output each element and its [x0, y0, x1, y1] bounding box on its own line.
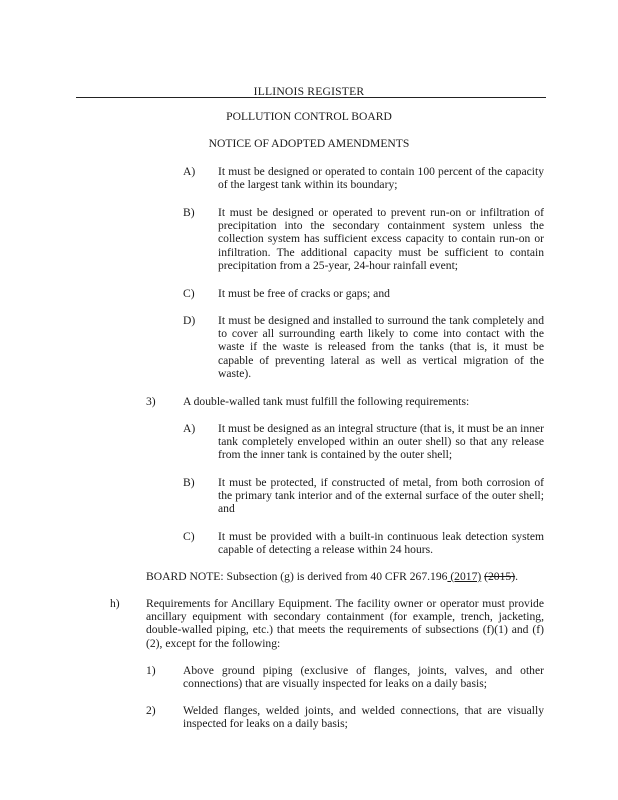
notice-title: NOTICE OF ADOPTED AMENDMENTS	[208, 137, 410, 150]
list3-text-1: Above ground piping (exclusive of flanges, joints, valves, and other connections) that are visually inspected for leaks on a daily basis;	[183, 664, 544, 691]
list1-label-c: C)	[183, 287, 195, 300]
board-note-prefix: BOARD NOTE: Subsection (g) is derived from 40 CFR 267.196	[146, 570, 448, 583]
list1-text-a: It must be designed or operated to contain 100 percent of the capacity of the largest tank within its boundary;	[218, 165, 544, 192]
board-note-deleted: (2015)	[484, 570, 516, 583]
list2-text-a: It must be designed as an integral structure (that is, it must be an inner tank completely enveloped within an outer shell) so that any release from the inner tank is contained by the outer shell;	[218, 422, 544, 462]
list1-label-a: A)	[183, 165, 196, 178]
list2-text-c: It must be provided with a built-in continuous leak detection system capable of detecting a release within 24 hours.	[218, 530, 544, 557]
list1-text-d: It must be designed and installed to surround the tank completely and to cover all surrounding earth likely to come into contact with the waste if the waste is released from the tanks (that is, it must be capable of preventing lateral as well as vertical migration of the waste).	[218, 314, 544, 380]
list2-label-b: B)	[183, 476, 195, 489]
board-note-inserted: (2017)	[447, 570, 482, 583]
header-rule	[76, 97, 546, 98]
board-note	[146, 570, 546, 583]
register-title: ILLINOIS REGISTER	[253, 85, 365, 98]
list2-text-b: It must be protected, if constructed of metal, from both corrosion of the primary tank interior and of the external surface of the outer shell; and	[218, 476, 544, 516]
list3-text-2: Welded flanges, welded joints, and welded connections, that are visually inspected for leaks on a daily basis;	[183, 704, 544, 731]
list3-label-2: 2)	[146, 704, 156, 717]
item3-text: A double-walled tank must fulfill the following requirements:	[183, 395, 470, 408]
list1-text-b: It must be designed or operated to prevent run-on or infiltration of precipitation into the secondary containment system unless the collection system has sufficient excess capacity to contain run-on or infiltration. The additional capacity must be sufficient to contain precipitation from a 25-year, 24-hour rainfall event;	[218, 206, 544, 272]
list2-label-c: C)	[183, 530, 195, 543]
list1-label-d: D)	[183, 314, 196, 327]
list2-label-a: A)	[183, 422, 196, 435]
board-note-suffix: .	[515, 570, 518, 583]
section-h-text: Requirements for Ancillary Equipment. The facility owner or operator must provide ancillary equipment with secondary containment (for example, trench, jacketing, double-walled piping, etc.) that meets the requirements of subsections (f)(1) and (f)(2), except for the following:	[146, 597, 544, 650]
section-h-label: h)	[110, 597, 120, 610]
list3-label-1: 1)	[146, 664, 156, 677]
item3-label: 3)	[146, 395, 156, 408]
list1-label-b: B)	[183, 206, 195, 219]
board-name: POLLUTION CONTROL BOARD	[226, 110, 392, 123]
list1-text-c: It must be free of cracks or gaps; and	[218, 287, 390, 300]
